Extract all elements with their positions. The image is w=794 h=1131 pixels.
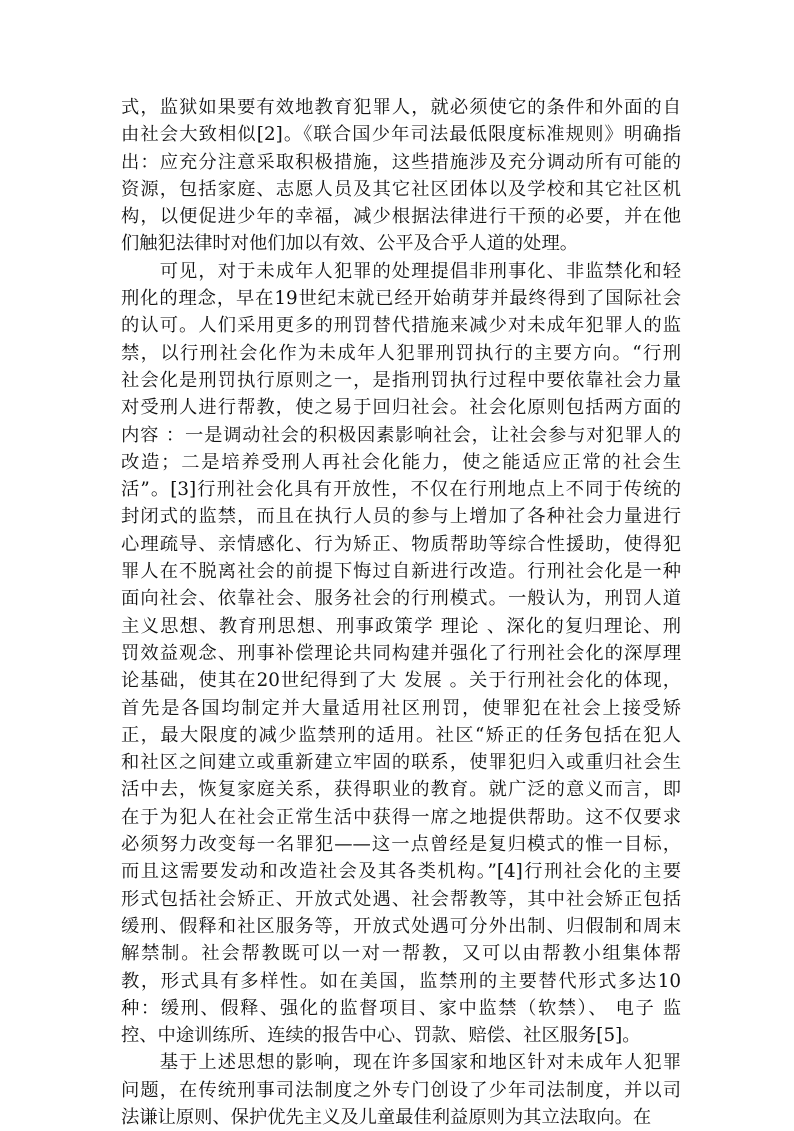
text-line: 式，监狱如果要有效地教育犯罪人，就必须使它的条件和外面的自 [121,97,681,118]
text-line: 构，以便促进少年的幸福，减少根据法律进行干预的必要，并在他 [121,206,681,228]
text-line: 的认可。人们采用更多的刑罚替代措施来减少对未成年犯罪人的监 [121,315,681,337]
text-line: 首先是各国均制定并大量适用社区刑罚，使罪犯在社会上接受矫 [121,697,681,719]
text-line: 缓刑、假释和社区服务等，开放式处遇可分外出制、归假制和周末 [121,915,681,937]
text-line: 禁，以行刑社会化作为未成年人犯罪刑罚执行的主要方向。“行刑 [121,342,681,364]
paragraph [121,94,681,258]
text-line: 心理疏导、亲情感化、行为矫正、物质帮助等综合性援助，使得犯 [121,533,681,555]
text-line: 教，形式具有多样性。如在美国，监禁刑的主要替代形式多达10 [121,970,681,992]
text-line: 问题，在传统刑事司法制度之外专门创设了少年司法制度，并以司 [121,1079,681,1101]
text-line: 控、中途训练所、连续的报告中心、罚款、赔偿、社区服务[5]。 [121,1025,641,1047]
text-line: 主义思想、教育刑思想、刑事政策学 理论 、深化的复归理论、刑 [121,615,681,637]
text-line: 形式包括社会矫正、开放式处遇、社会帮教等，其中社会矫正包括 [121,888,681,910]
text-line: 正，最大限度的减少监禁刑的适用。社区“矫正的任务包括在犯人 [121,724,681,746]
text-line: 改造；二是培养受刑人再社会化能力，使之能适应正常的社会生 [121,451,681,473]
text-line: 们触犯法律时对他们加以有效、公平及合乎人道的处理。 [121,233,579,255]
text-line: 在于为犯人在社会正常生活中获得一席之地提供帮助。这不仅要求 [121,806,681,828]
body-text [121,94,681,1131]
text-line: 由社会大致相似[2]。《联合国少年司法最低限度标准规则》明确指 [121,124,681,146]
text-line: 社会化是刑罚执行原则之一，是指刑罚执行过程中要依靠社会力量 [121,369,681,391]
text-line: 基于上述思想的影响，现在许多国家和地区针对未成年人犯罪 [121,1052,681,1074]
text-line: 刑化的理念，早在19世纪末就已经开始萌芽并最终得到了国际社会 [121,288,681,310]
text-line: 种：缓刑、假释、强化的监督项目、家中监禁（软禁）、 电子 监 [121,997,681,1019]
text-line: 和社区之间建立或重新建立牢固的联系，使罪犯归入或重归社会生 [121,752,681,774]
text-line: 资源，包括家庭、志愿人员及其它社区团体以及学校和其它社区机 [121,178,681,200]
text-line: 内容 ：一是调动社会的积极因素影响社会，让社会参与对犯罪人的 [121,424,681,446]
text-line: 封闭式的监禁，而且在执行人员的参与上增加了各种社会力量进行 [121,506,681,528]
text-line: 对受刑人进行帮教，使之易于回归社会。社会化原则包括两方面的 [121,397,681,419]
paragraph [121,258,681,1050]
text-line: 而且这需要发动和改造社会及其各类机构。”[4]行刑社会化的主要 [121,861,681,883]
text-line: 出：应充分注意采取积极措施，这些措施涉及充分调动所有可能的 [121,151,681,173]
text-line: 解禁制。社会帮教既可以一对一帮教，又可以由帮教小组集体帮 [121,943,681,965]
text-line: 可见，对于未成年人犯罪的处理提倡非刑事化、非监禁化和轻 [121,260,681,282]
paragraph [121,1049,681,1131]
text-line: 法谦让原则、保护优先主义及儿童最佳利益原则为其立法取向。在 [121,1106,652,1128]
text-line: 论基础，使其在20世纪得到了大 发展 。关于行刑社会化的体现， [121,670,681,692]
text-line: 罚效益观念、刑事补偿理论共同构建并强化了行刑社会化的深厚理 [121,642,681,664]
text-line: 必须努力改变每一名罪犯——这一点曾经是复归模式的惟一目标， [121,834,681,856]
text-line: 活”。[3]行刑社会化具有开放性，不仅在行刑地点上不同于传统的 [121,479,681,501]
text-line: 面向社会、依靠社会、服务社会的行刑模式。一般认为，刑罚人道 [121,588,681,610]
text-line: 活中去，恢复家庭关系，获得职业的教育。就广泛的意义而言，即 [121,779,681,801]
text-line: 罪人在不脱离社会的前提下悔过自新进行改造。行刑社会化是一种 [121,561,681,583]
